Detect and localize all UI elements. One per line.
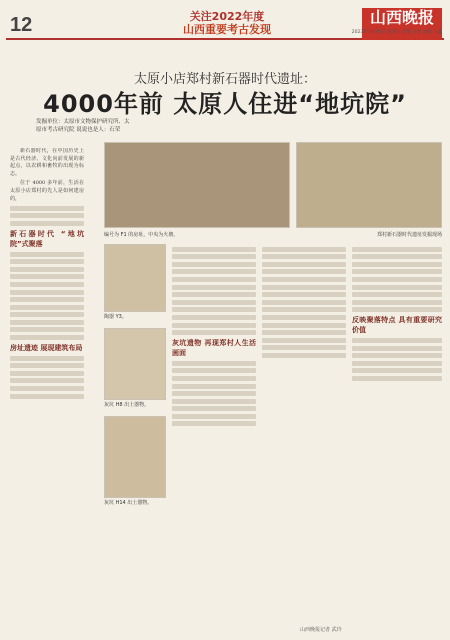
column-5 bbox=[352, 244, 442, 616]
subhead-4: 反映聚落特点 具有重要研究价值 bbox=[352, 316, 442, 335]
caption-3: 陶器 Y3。 bbox=[104, 314, 127, 320]
banner-line-1: 关注2022年度 bbox=[189, 10, 265, 23]
subhead-1: 新石器时代 “地坑院”式聚落 bbox=[10, 229, 84, 248]
caption-5: 灰坑 H14 出土器物。 bbox=[104, 500, 153, 506]
kicker: 太原小店郑村新石器时代遗址： bbox=[133, 72, 316, 87]
intro-p1: 新石器时代，在中国历史上是古代经济、文化向前发展的新起点，以农耕和畜牧的出现为标志。 bbox=[10, 148, 84, 177]
section-banner bbox=[178, 10, 276, 36]
column-3 bbox=[172, 244, 256, 616]
page-number: 12 bbox=[10, 14, 33, 36]
intro-p2: 位于 4000 多年前，生活在太原小店郑村的先人是如何建房的， bbox=[10, 180, 84, 202]
masthead-meta: 2023年3月10日 星期五 责编 王勇 美编 王鑫 bbox=[351, 30, 442, 35]
footer-byline: 山西晚报记者 武玲 bbox=[300, 627, 342, 633]
column-1 bbox=[10, 148, 84, 608]
photo-h8 bbox=[104, 328, 166, 400]
subhead-3: 灰坑遗物 再现郑村人生活画面 bbox=[172, 339, 256, 358]
photo-f1 bbox=[104, 142, 290, 228]
photo-h14 bbox=[104, 416, 166, 498]
headline: 4000年前 太原人住进“地坑院” bbox=[43, 90, 407, 118]
caption-1: 编号为 F1 的房址，中央为火塘。 bbox=[104, 232, 179, 238]
column-4 bbox=[262, 244, 346, 616]
photo-site bbox=[296, 142, 442, 228]
caption-4: 灰坑 H8 出土器物。 bbox=[104, 402, 150, 408]
caption-2: 郑村新石器时代遗址发掘现场 bbox=[376, 232, 442, 238]
banner-line-2: 山西重要考古发现 bbox=[183, 23, 271, 36]
masthead-logo: 山西晚报 bbox=[362, 8, 442, 40]
subhead-2: 房址遗迹 展现建筑布局 bbox=[10, 344, 83, 353]
author-note: 发掘单位：太原市文物保护研究所、太原市考古研究院 说说也是人：石荣 bbox=[36, 119, 130, 133]
photo-y3 bbox=[104, 244, 166, 312]
